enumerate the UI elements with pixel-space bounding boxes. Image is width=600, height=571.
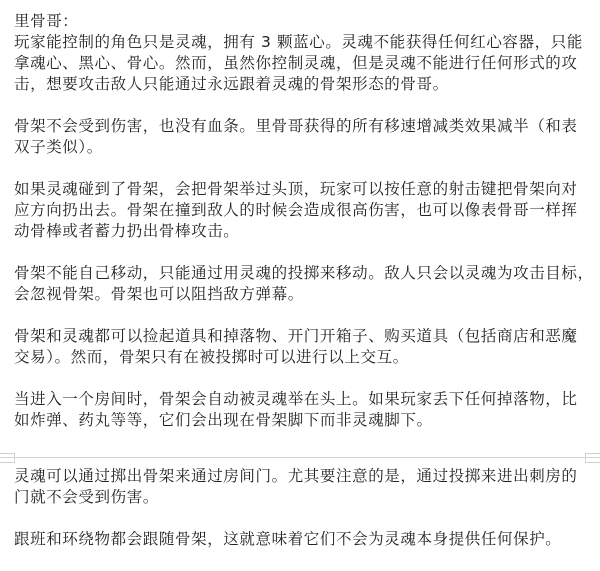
paragraph bbox=[14, 11, 594, 95]
text-line: 如炸弹、药丸等等，它们会出现在骨架脚下而非灵魂脚下。 bbox=[14, 411, 433, 429]
text-line: 骨架不会受到伤害，也没有血条。里骨哥获得的所有移速增减类效果减半（和表 bbox=[14, 117, 578, 135]
paragraph bbox=[14, 466, 594, 508]
text-line: 骨架不能自己移动，只能通过用灵魂的投掷来移动。敌人只会以灵魂为攻击目标， bbox=[14, 264, 594, 282]
text-line: 双子类似）。 bbox=[14, 138, 103, 156]
text-line: 交易）。然而，骨架只有在被投掷时可以进行以上交互。 bbox=[14, 348, 409, 366]
document-page-2 bbox=[14, 466, 594, 571]
text-line: 里骨哥： bbox=[14, 12, 79, 30]
paragraph bbox=[14, 529, 594, 550]
text-line: 当进入一个房间时，骨架会自动被灵魂举在头上。如果玩家丢下任何掉落物，比 bbox=[14, 390, 578, 408]
text-line: 动骨棒或者蓄力扔出骨棒攻击。 bbox=[14, 222, 240, 240]
text-line: 应方向扔出去。骨架在撞到敌人的时候会造成很高伤害，也可以像表骨哥一样挥 bbox=[14, 201, 578, 219]
text-line: 门就不会受到伤害。 bbox=[14, 488, 159, 506]
text-line: 击，想要攻击敌人只能通过永远跟着灵魂的骨架形态的骨哥。 bbox=[14, 75, 449, 93]
page-corner-mark-right bbox=[585, 453, 600, 463]
paragraph bbox=[14, 116, 594, 158]
paragraph bbox=[14, 389, 594, 431]
text-line: 如果灵魂碰到了骨架，会把骨架举过头顶，玩家可以按任意的射击键把骨架向对 bbox=[14, 180, 578, 198]
text-line: 灵魂可以通过掷出骨架来通过房间门。尤其要注意的是，通过投掷来进出刺房的 bbox=[14, 467, 578, 485]
text-line: 拿魂心、黑心、骨心。然而，虽然你控制灵魂，但是灵魂不能进行任何形式的攻 bbox=[14, 54, 578, 72]
page-break-divider bbox=[0, 455, 600, 461]
document-page-1 bbox=[14, 11, 594, 452]
paragraph bbox=[14, 326, 594, 368]
paragraph bbox=[14, 179, 594, 242]
text-line: 骨架和灵魂都可以捡起道具和掉落物、开门开箱子、购买道具（包括商店和恶魔 bbox=[14, 327, 578, 345]
page-corner-mark-left bbox=[0, 453, 15, 463]
page-break-line bbox=[0, 457, 600, 458]
text-line: 玩家能控制的角色只是灵魂，拥有 3 颗蓝心。灵魂不能获得任何红心容器，只能 bbox=[14, 33, 583, 51]
paragraph bbox=[14, 263, 594, 305]
text-line: 会忽视骨架。骨架也可以阻挡敌方弹幕。 bbox=[14, 285, 304, 303]
text-line: 跟班和环绕物都会跟随骨架，这就意味着它们不会为灵魂本身提供任何保护。 bbox=[14, 530, 562, 548]
